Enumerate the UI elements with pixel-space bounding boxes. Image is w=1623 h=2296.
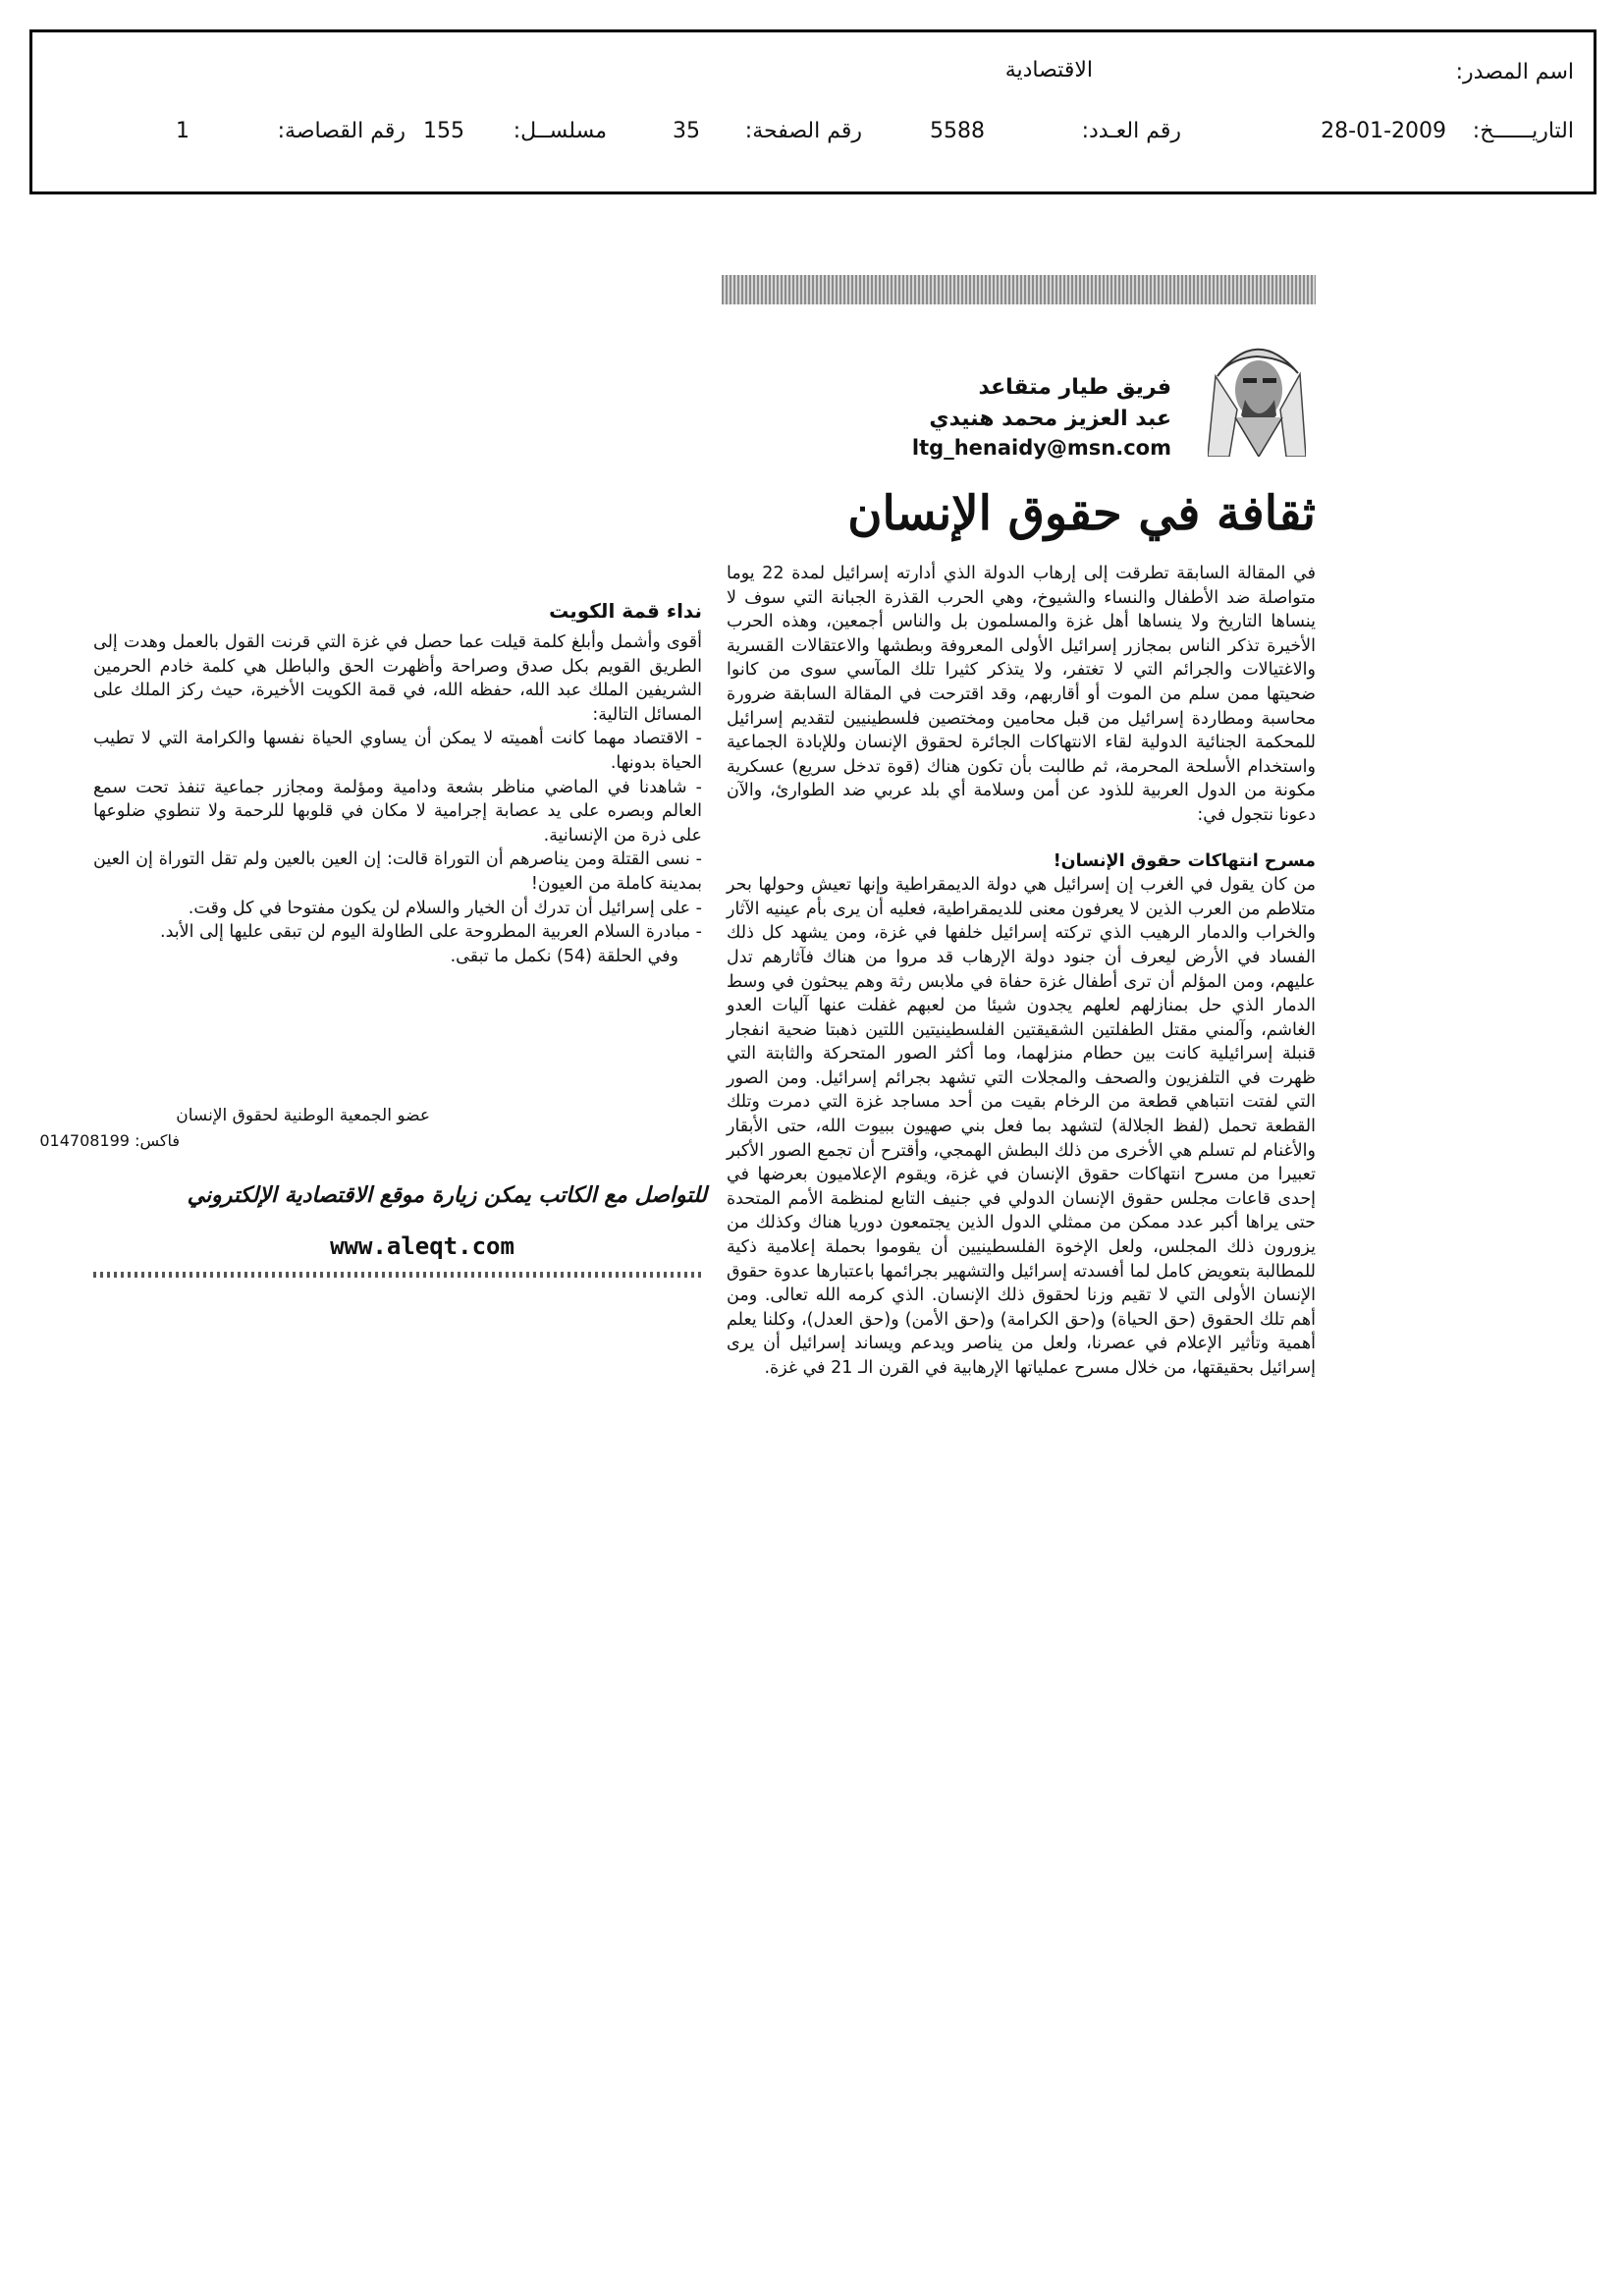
sidebar-bottom-rule [93,1272,702,1278]
sidebar-body [93,630,702,968]
source-label: اسم المصدر: [1455,60,1574,84]
author-email: ltg_henaidy@msn.com [911,436,1171,460]
article-title: ثقافة في حقوق الإنسان [847,486,1316,541]
author-portrait [1208,319,1306,457]
issue-label: رقم العـدد: [1081,119,1181,143]
article-body [727,562,1316,1381]
article-paragraph: من كان يقول في الغرب إن إسرائيل هي دولة الديمقراطية وإنها تعيش وحولها بحر متلاطم من العرب الذين لا يعرفون معنى للديمقراطية، فعليه أن يرى بأم عينيه الآثار والخراب والدمار الرهيب الذي تركته إسرائيل خلفها في غزة، ومن يشهد كل ذلك الفساد في الأرض ليعرف أن جنود دولة الإرهاب قد مروا من هناك فآثارهم تدل عليهم، ومن المؤلم أن ترى أطفال غزة حفاة في ملابس رثة وهم يبحثون في وسط الدمار الذي حل بمنازلهم لعلهم يجدون شيئا من لعبهم غفلت عنها آليات العدو الغاشم، وآلمني مقتل الطفلتين الشقيقتين الفلسطينيتين اللتين ذهبتا ضحية انفجار قنبلة إسرائيلية كانت بين حطام منزلهما، وما أكثر الصور المتحركة والثابتة التي ظهرت في التلفزيون والصحف والمجلات التي تشهد بجرائم إسرائيل. ومن الصور التي لفتت انتباهي قطعة من الرخام بقيت من أحد مساجد غزة التي دمرت وتلك القطعة تحمل (لفظ الجلالة) لتشهد بما فعل بني صهيون ببيوت الله، حتى الأبقار والأغنام لم تسلم هي الأخرى من ذلك البطش الهمجي، وأقترح أن تجمع الصور الأكبر تعبيرا من مسرح انتهاكات حقوق الإنسان في غزة، ويقوم الإعلاميون بعرضها في إحدى قاعات مجلس حقوق الإنسان الدولي في جنيف التابع لمنظمة الأمم المتحدة حتى يراها أكبر عدد ممكن من ممثلي الدول الذين يجتمعون دوريا هناك وكذلك من يزورون ذلك المجلس، ولعل الإخوة الفلسطينيين أن يقوموا بحملة إعلامية ذكية للمطالبة بتعويض كامل لما أفسدته إسرائيل والتشهير بجرائمها باعتبارها عدوة حقوق الإنسان الأولى التي لا تقيم وزنا لحقوق ذلك الإنسان. الذي كرمه الله تعالى. ومن أهم تلك الحقوق (حق الحياة) و(حق الكرامة) و(حق الأمن) و(حق العدل)، وكلنا يعلم أهمية وتأثير الإعلام في عصرنا، ولعل من يناصر ويدعم ويساند إسرائيل أن يرى إسرائيل بحقيقتها، من خلال مسرح عملياتها الإرهابية في القرن الـ 21 في غزة. [727,875,1316,1378]
clip-label: رقم القصاصة: [277,119,406,143]
sidebar-closing: وفي الحلقة (54) نكمل ما تبقى. [450,946,678,966]
page-label: رقم الصفحة: [744,119,862,143]
author-membership: عضو الجمعية الوطنية لحقوق الإنسان [176,1106,430,1125]
author-name: عبد العزيز محمد هنيدي [929,407,1171,431]
date-label: التاريــــــخ: [1472,119,1574,143]
fax-number: فاكس: 014708199 [39,1131,180,1150]
article-paragraph: في المقالة السابقة تطرقت إلى إرهاب الدولة الذي أدارته إسرائيل لمدة 22 يوما متواصلة ضد الأطفال والنساء والشيوخ، وهي الحرب القذرة الجبانة التي سوف لا ينساها التاريخ ولا ينساها أهل غزة والمسلمون بل والناس أجمعين، وهذه الحرب الأخيرة تذكر الناس بمجازر إسرائيل الأولى المعروفة وبطشها والاعتقالات القسرية والاغتيالات والجرائم التي لا تغتفر، ولا يتذكر كثيرا تلك المآسي سوى من كانوا ضحيتها ممن سلم من الموت أو أقاربهم، وقد اقترحت في المقالة السابقة ضرورة محاسبة ومطاردة إسرائيل من قبل محامين ومختصين فلسطينيين لتقديم إسرائيل للمحكمة الجنائية الدولية لقاء الانتهاكات الجائرة لحقوق الإنسان وللإبادة الجماعية واستخدام الأسلحة المحرمة، ثم طالبت بأن تكون هناك (قوة تدخل سريع) عسكرية مكونة من الدول العربية للذود عن أمن وسلامة أي بلد عربي ضد الطوارئ، والآن دعونا نتجول في: [727,564,1317,825]
serial-label: مسلســل: [513,119,607,143]
sidebar-point: - نسى القتلة ومن يناصرهم أن التوراة قالت: إن العين بالعين ولم تقل التوراة إن العين بمدينة كاملة من العيون! [93,849,702,894]
source-value: الاقتصادية [1004,58,1093,82]
sidebar-title: نداء قمة الكويت [549,599,702,623]
article-top-rule [722,275,1316,304]
sidebar-point: - على إسرائيل أن تدرك أن الخيار والسلام لن يكون مفتوحا في كل وقت. [188,898,702,918]
issue-value: 5588 [930,119,985,143]
page-value: 35 [673,119,700,143]
website-link[interactable]: www.aleqt.com [330,1232,514,1260]
contact-promo: للتواصل مع الكاتب يمكن زيارة موقع الاقتصادية الإلكتروني [187,1183,707,1208]
sidebar-point: - الاقتصاد مهما كانت أهميته لا يمكن أن يساوي الحياة نفسها والكرامة التي لا تطيب الحياة بدونها. [93,729,702,773]
clip-value: 1 [176,119,189,143]
serial-value: 155 [423,119,464,143]
sidebar-intro: أقوى وأشمل وأبلغ كلمة قيلت عما حصل في غزة التي قرنت القول بالعمل وهدت إلى الطريق القويم بكل صدق وصراحة وأظهرت الحق والباطل هي كلمة خادم الحرمين الشريفين الملك عبد الله، حفظه الله، في قمة الكويت الأخيرة، حيث ركز الملك على المسائل التالية: [93,632,702,725]
sidebar-point: - مبادرة السلام العربية المطروحة على الطاولة اليوم لن تبقى عليها إلى الأبد. [160,922,702,943]
article-subheading: مسرح انتهاكات حقوق الإنسان! [1053,850,1316,871]
clipping-header [29,29,1596,194]
author-rank: فريق طيار متقاعد [978,375,1171,400]
date-value: 28-01-2009 [1321,119,1446,143]
sidebar-point: - شاهدنا في الماضي مناظر بشعة ودامية ومؤلمة ومجازر جماعية تنفذ تحت سمع العالم وبصره على يد عصابة إجرامية لا مكان في قلوبها للرحمة ولا تنطوي ضلوعها على ذرة من الإنسانية. [93,777,702,846]
